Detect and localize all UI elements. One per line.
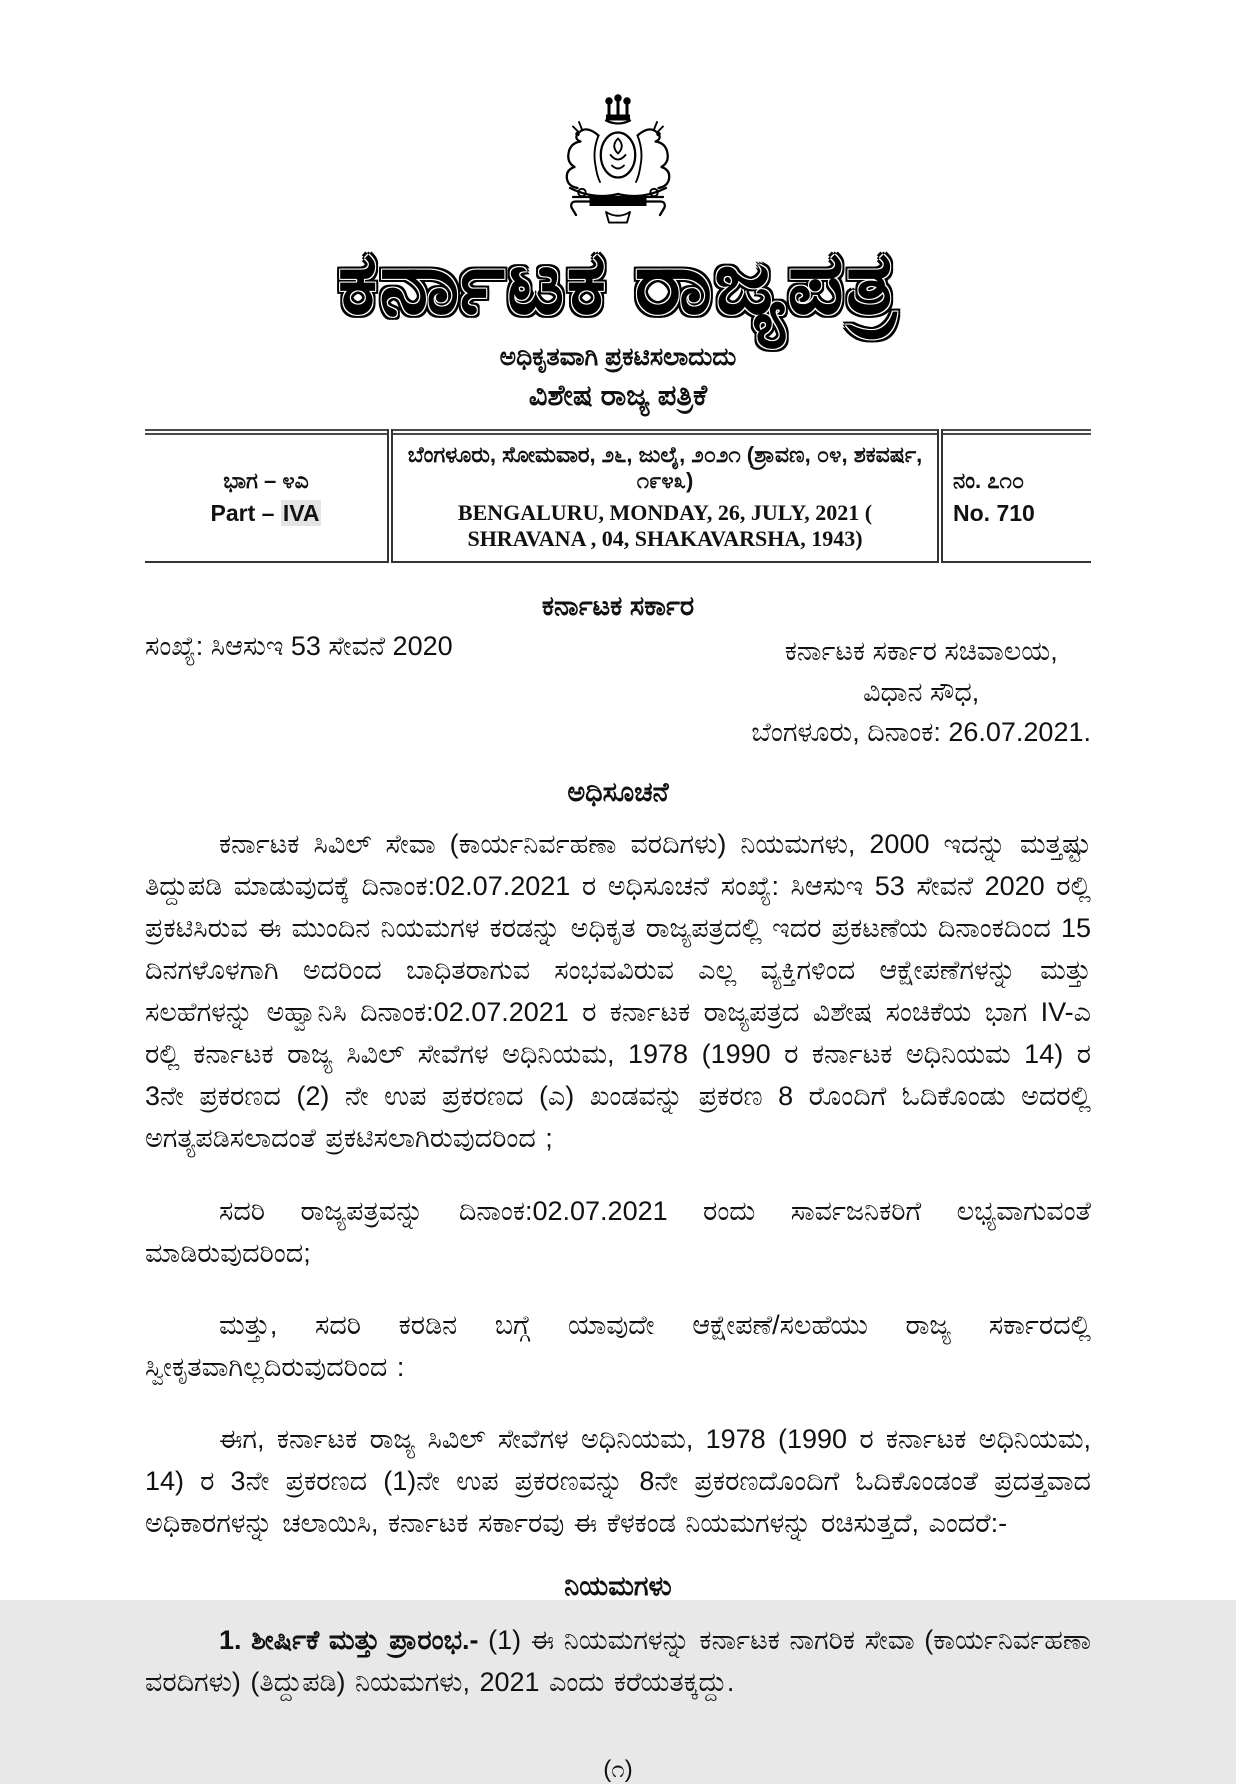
rule-1-text: (1) ಈ ನಿಯಮಗಳನ್ನು ಕರ್ನಾಟಕ ನಾಗರಿಕ ಸೇವಾ (ಕಾರ್ಯನಿರ್ವಹಣಾ ವರದಿಗಳು) (ತಿದ್ದುಪಡಿ) ನಿಯಮಗಳು, 2021 ಎಂದು ಕರೆಯತಕ್ಕದ್ದು. bbox=[145, 1625, 1091, 1698]
karnataka-state-emblem-icon bbox=[543, 92, 693, 230]
gazette-header-table bbox=[145, 429, 1091, 563]
address-line-1: ಕರ್ನಾಟಕ ಸರ್ಕಾರ ಸಚಿವಾಲಯ, bbox=[784, 636, 1058, 667]
part-label-english bbox=[155, 500, 377, 527]
notification-heading: ಅಧಿಸೂಚನೆ bbox=[567, 776, 669, 807]
rule-1-paragraph bbox=[145, 1619, 1091, 1703]
part-label-value: IVA bbox=[282, 499, 320, 526]
notification-paragraph-3: ಮತ್ತು, ಸದರಿ ಕರಡಿನ ಬಗ್ಗೆ ಯಾವುದೇ ಆಕ್ಷೇಪಣೆ/ಸಲಹೆಯು ರಾಜ್ಯ ಸರ್ಕಾರದಲ್ಲಿ ಸ್ವೀಕೃತವಾಗಿಲ್ಲದಿರುವುದರಿಂದ : bbox=[145, 1309, 1091, 1382]
letterhead-row bbox=[145, 631, 1091, 753]
reference-number: ಸಂಖ್ಯೆ: ಸಿಆಸುಇ 53 ಸೇವನೆ 2020 bbox=[145, 631, 453, 662]
gazette-title: ಕರ್ನಾಟಕ ರಾಜ್ಯಪತ್ರ bbox=[337, 233, 899, 332]
address-line-3: ಬೆಂಗಳೂರು, ದಿನಾಂಕ: 26.07.2021. bbox=[751, 717, 1091, 748]
secretariat-address bbox=[751, 631, 1091, 753]
gazette-subtitle-official: ಅಧಿಕೃತವಾಗಿ ಪ್ರಕಟಿಸಲಾದುದು bbox=[499, 343, 737, 372]
date-line-kannada: ಬೆಂಗಳೂರು, ಸೋಮವಾರ, ೨೬, ಜುಲೈ, ೨೦೨೧ (ಶ್ರಾವಣ, ೦೪, ಶಕವರ್ಷ, ೧೯೪೩) bbox=[407, 442, 923, 494]
date-line-english: BENGALURU, MONDAY, 26, JULY, 2021 ( SHRAVANA , 04, SHAKAVARSHA, 1943) bbox=[457, 500, 873, 552]
issue-number-cell bbox=[940, 432, 1091, 562]
gazette-header-row bbox=[145, 432, 1091, 562]
notification-paragraph-4: ಈಗ, ಕರ್ನಾಟಕ ರಾಜ್ಯ ಸಿವಿಲ್ ಸೇವೆಗಳ ಅಧಿನಿಯಮ, 1978 (1990 ರ ಕರ್ನಾಟಕ ಅಧಿನಿಯಮ, 14) ರ 3ನೇ ಪ್ರಕರಣದ (1)ನೇ ಉಪ ಪ್ರಕರಣವನ್ನು 8ನೇ ಪ್ರಕರಣದೊಂದಿಗೆ ಓದಿಕೊಂಡಂತೆ ಪ್ರದತ್ತವಾದ ಅಧಿಕಾರಗಳನ್ನು ಚಲಾಯಿಸಿ, ಕರ್ನಾಟಕ ಸರ್ಕಾರವು ಈ ಕೆಳಕಂಡ ನಿಯಮಗಳನ್ನು ರಚಿಸುತ್ತದೆ, ಎಂದರೆ:- bbox=[145, 1424, 1091, 1539]
notification-paragraph-1: ಕರ್ನಾಟಕ ಸಿವಿಲ್ ಸೇವಾ (ಕಾರ್ಯನಿರ್ವಹಣಾ ವರದಿಗಳು) ನಿಯಮಗಳು, 2000 ಇದನ್ನು ಮತ್ತಷ್ಟು ತಿದ್ದುಪಡಿ ಮಾಡುವುದಕ್ಕೆ ದಿನಾಂಕ:02.07.2021 ರ ಅಧಿಸೂಚನೆ ಸಂಖ್ಯೆ: ಸಿಆಸುಇ 53 ಸೇವನೆ 2020 ರಲ್ಲಿ ಪ್ರಕಟಿಸಿರುವ ಈ ಮುಂದಿನ ನಿಯಮಗಳ ಕರಡನ್ನು ಅಧಿಕೃತ ರಾಜ್ಯಪತ್ರದಲ್ಲಿ ಇದರ ಪ್ರಕಟಣೆಯ ದಿನಾಂಕದಿಂದ 15 ದಿನಗಳೊಳಗಾಗಿ ಅದರಿಂದ ಬಾಧಿತರಾಗುವ ಸಂಭವವಿರುವ ಎಲ್ಲ ವ್ಯಕ್ತಿಗಳಿಂದ ಆಕ್ಷೇಪಣೆಗಳನ್ನು ಮತ್ತು ಸಲಹೆಗಳನ್ನು ಅಹ್ವಾನಿಸಿ ದಿನಾಂಕ:02.07.2021 ರ ಕರ್ನಾಟಕ ರಾಜ್ಯಪತ್ರದ ವಿಶೇಷ ಸಂಚಿಕೆಯ ಭಾಗ IV-ಎ ರಲ್ಲಿ ಕರ್ನಾಟಕ ರಾಜ್ಯ ಸಿವಿಲ್ ಸೇವೆಗಳ ಅಧಿನಿಯಮ, 1978 (1990 ರ ಕರ್ನಾಟಕ ಅಧಿನಿಯಮ 14) ರ 3ನೇ ಪ್ರಕರಣದ (2) ನೇ ಉಪ ಪ್ರಕರಣದ (ಎ) ಖಂಡವನ್ನು ಪ್ರಕರಣ 8 ರೊಂದಿಗೆ ಓದಿಕೊಂಡು ಅದರಲ್ಲಿ ಅಗತ್ಯಪಡಿಸಲಾದಂತೆ ಪ್ರಕಟಿಸಲಾಗಿರುವುದರಿಂದ ; bbox=[145, 828, 1091, 1154]
government-title: ಕರ್ನಾಟಕ ಸರ್ಕಾರ bbox=[541, 591, 695, 622]
issue-number-kannada: ನಂ. ೭೧೦ bbox=[953, 467, 1025, 493]
part-label-prefix: Part – bbox=[210, 499, 281, 526]
rules-heading: ನಿಯಮಗಳು bbox=[564, 1571, 672, 1602]
address-line-2: ವಿಧಾನ ಸೌಧ, bbox=[863, 676, 980, 707]
part-label-kannada: ಭಾಗ – ೪ಎ bbox=[223, 467, 309, 493]
issue-number-english: No. 710 bbox=[953, 499, 1035, 526]
date-cell bbox=[390, 432, 940, 562]
emblem-container bbox=[145, 0, 1091, 230]
part-cell bbox=[145, 432, 390, 562]
gazette-subtitle-special: ವಿಶೇಷ ರಾಜ್ಯ ಪತ್ರಿಕೆ bbox=[528, 380, 708, 413]
notification-paragraph-2: ಸದರಿ ರಾಜ್ಯಪತ್ರವನ್ನು ದಿನಾಂಕ:02.07.2021 ರಂದು ಸಾರ್ವಜನಿಕರಿಗೆ ಲಭ್ಯವಾಗುವಂತೆ ಮಾಡಿರುವುದರಿಂದ; bbox=[145, 1195, 1091, 1268]
page-number: (೧) bbox=[603, 1755, 633, 1783]
rule-1-title: 1. ಶೀರ್ಷಿಕೆ ಮತ್ತು ಪ್ರಾರಂಭ.- bbox=[219, 1625, 479, 1656]
